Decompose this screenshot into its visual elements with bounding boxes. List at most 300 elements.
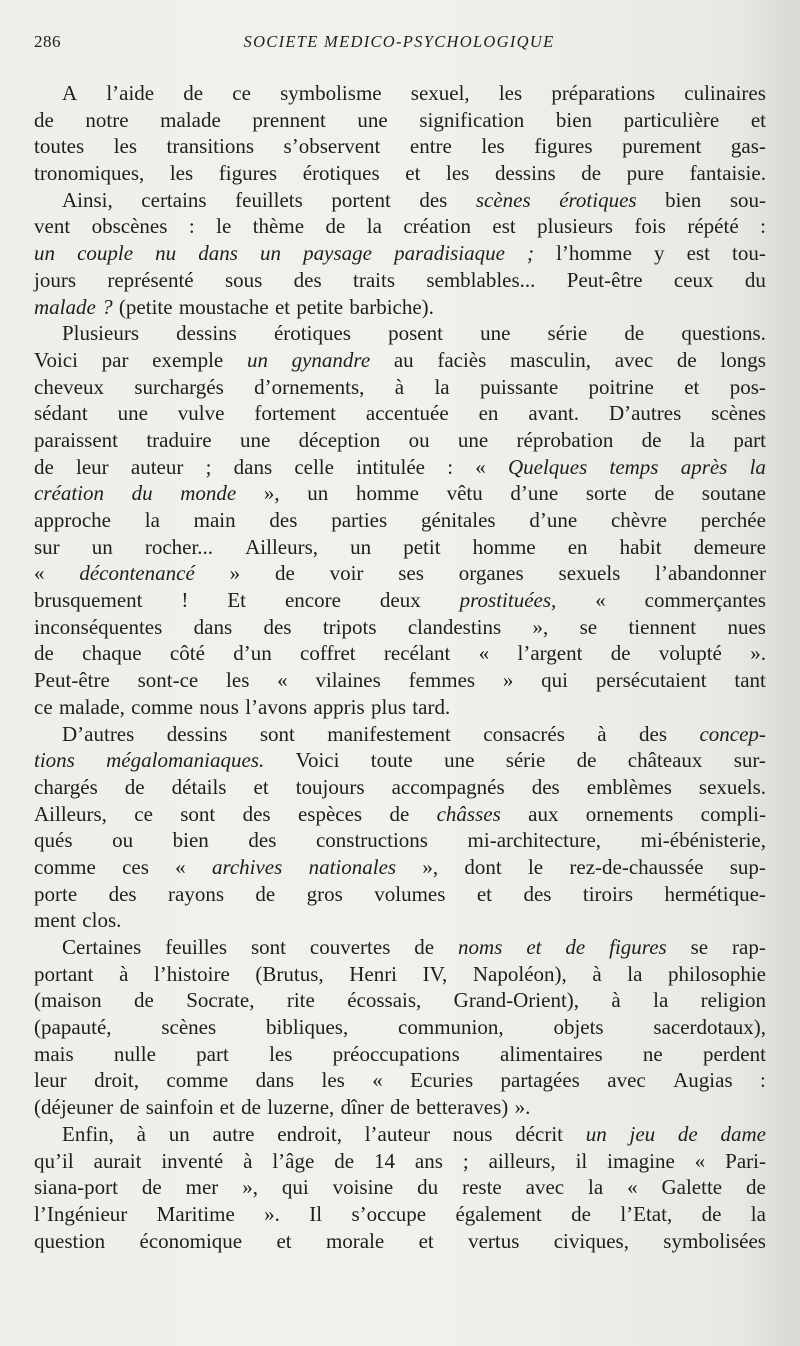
- word: sup-: [729, 854, 766, 879]
- word: feuilles: [165, 935, 228, 959]
- word: dans: [193, 614, 233, 639]
- word: de: [746, 1175, 766, 1200]
- word: ceux: [673, 267, 714, 292]
- word: :: [188, 214, 195, 239]
- word: du: [131, 481, 153, 506]
- word: des: [248, 828, 277, 853]
- text-line: [34, 480, 766, 507]
- word: entre: [409, 134, 452, 159]
- word: sont: [180, 801, 216, 826]
- word: tant: [734, 668, 766, 693]
- word: l’avons: [245, 694, 308, 719]
- word: à: [597, 721, 607, 746]
- word: purement: [622, 134, 702, 159]
- word: vent: [34, 214, 71, 239]
- word: compli-: [700, 801, 766, 826]
- word: chaque: [82, 641, 142, 666]
- word: Enfin,: [62, 1121, 114, 1146]
- word: dans: [233, 454, 273, 479]
- word: de: [576, 748, 597, 773]
- word: obscènes: [91, 214, 168, 239]
- word: paysage: [303, 241, 372, 266]
- word: questions.: [681, 321, 766, 346]
- word: paradisiaque: [394, 241, 505, 266]
- word: Ailleurs,: [245, 534, 319, 559]
- word: endroit,: [277, 1121, 342, 1146]
- word: chèvre: [610, 508, 667, 532]
- word: D’autres: [62, 721, 135, 746]
- word: une: [117, 401, 148, 426]
- word: (papauté,: [34, 1015, 112, 1040]
- word: un: [307, 481, 329, 506]
- word: de: [34, 641, 54, 666]
- word: création: [403, 214, 471, 239]
- word: tou-: [732, 241, 766, 266]
- word: «: [478, 641, 490, 666]
- word: D’autres: [608, 401, 682, 426]
- word: du: [417, 1175, 439, 1200]
- word: philosophie: [668, 961, 766, 986]
- word: (Brutus,: [255, 961, 324, 986]
- word: rez-de-chaussée: [569, 854, 704, 879]
- text-line: [34, 587, 766, 614]
- word: jours: [34, 267, 76, 292]
- word: semblables...: [426, 267, 536, 292]
- word: homme: [355, 481, 419, 506]
- word: volumes: [374, 881, 446, 906]
- word: »,: [422, 854, 439, 879]
- word: noms: [458, 935, 503, 959]
- word: »,: [532, 614, 549, 639]
- word: de: [241, 1095, 261, 1120]
- word: morale: [325, 1228, 385, 1253]
- word: toutes: [34, 134, 85, 159]
- word: mégalomaniaques.: [106, 748, 265, 773]
- word: et: [684, 374, 700, 399]
- word: couple: [77, 241, 134, 266]
- word: communion,: [398, 1015, 504, 1040]
- word: de: [389, 801, 410, 826]
- word: d’une: [529, 508, 578, 532]
- word: ».: [750, 641, 766, 666]
- text-line: [34, 400, 766, 427]
- word: temps: [609, 454, 659, 479]
- word: jeu: [629, 1121, 656, 1146]
- word: des: [419, 187, 448, 212]
- word: d’un: [233, 641, 272, 666]
- word: sexuels.: [698, 774, 766, 799]
- text-line: [34, 801, 766, 828]
- word: dans: [255, 1068, 295, 1093]
- word: de: [119, 1095, 140, 1120]
- word: un: [246, 347, 268, 372]
- word: prennent: [252, 107, 326, 132]
- text-line: [34, 560, 766, 587]
- word: rayons: [168, 881, 224, 906]
- word: Ecuries: [410, 1068, 474, 1093]
- word: feuillets: [235, 187, 303, 212]
- word: dessins: [166, 721, 228, 746]
- word: l’auteur: [364, 1121, 430, 1146]
- word: sont: [259, 721, 295, 746]
- word: scènes: [475, 187, 531, 212]
- word: A: [62, 81, 78, 105]
- word: répété: [687, 214, 739, 239]
- word: brusquement: [34, 588, 143, 613]
- word: Maritime: [156, 1201, 235, 1226]
- word: sainfoin: [145, 1095, 214, 1120]
- word: décontenancé: [79, 561, 195, 586]
- word: inconséquentes: [34, 614, 163, 639]
- word: imagine: [607, 1148, 675, 1173]
- word: main: [193, 508, 236, 532]
- word: de: [34, 454, 54, 479]
- word: »: [502, 668, 514, 693]
- word: de: [255, 881, 276, 906]
- word: traits: [353, 267, 396, 292]
- word: malade,: [58, 694, 125, 719]
- word: rocher...: [144, 534, 214, 559]
- word: question: [34, 1228, 106, 1253]
- word: culinaires: [684, 81, 766, 105]
- word: Il: [309, 1201, 323, 1226]
- word: habit: [619, 534, 662, 559]
- word: homme: [472, 534, 536, 559]
- word: s’occupe: [351, 1201, 427, 1226]
- word: l’histoire: [153, 961, 230, 986]
- text-line: [34, 1094, 766, 1121]
- text-line: [34, 213, 766, 240]
- word: toute: [370, 748, 413, 773]
- word: sédant: [34, 401, 88, 426]
- word: figures: [609, 935, 667, 959]
- word: comme: [131, 694, 193, 719]
- word: clandestins: [407, 614, 502, 639]
- word: représenté: [107, 267, 194, 292]
- word: emblèmes: [586, 774, 672, 799]
- word: autre: [212, 1121, 255, 1146]
- word: part: [196, 1041, 229, 1066]
- word: ce: [134, 801, 153, 826]
- word: à: [243, 1148, 253, 1173]
- word: et: [405, 161, 421, 186]
- word: un: [34, 241, 55, 266]
- word: sacerdotaux),: [653, 1015, 766, 1040]
- word: et: [219, 1095, 235, 1120]
- word: pos-: [729, 374, 766, 399]
- word: Ainsi,: [62, 187, 113, 212]
- word: bien: [665, 187, 702, 212]
- word: sur-: [733, 748, 766, 773]
- word: de: [325, 214, 346, 239]
- word: soutane: [701, 481, 766, 506]
- word: Peut-être: [566, 267, 643, 292]
- text-line: [34, 240, 766, 267]
- text-line: [34, 881, 766, 908]
- word: femmes: [408, 668, 476, 693]
- word: (déjeuner: [34, 1095, 114, 1120]
- word: de: [334, 1148, 355, 1173]
- word: perchée: [700, 508, 766, 532]
- word: ailleurs,: [488, 1148, 556, 1173]
- word: à: [136, 1121, 146, 1146]
- text-line: [34, 187, 766, 214]
- word: de: [141, 1175, 162, 1200]
- word: un: [585, 1121, 607, 1146]
- word: :: [760, 1068, 766, 1093]
- word: l’âge: [272, 1148, 315, 1173]
- word: sont: [250, 935, 286, 959]
- word: droit,: [94, 1068, 139, 1093]
- word: ou: [112, 828, 134, 853]
- word: qui: [281, 1175, 309, 1200]
- word: de: [565, 935, 586, 959]
- word: dîner: [340, 1095, 384, 1120]
- word: érotiques: [273, 321, 351, 346]
- word: des: [108, 881, 137, 906]
- word: l’Etat,: [620, 1201, 673, 1226]
- word: dans: [198, 241, 238, 266]
- word: Galette: [661, 1175, 723, 1200]
- word: notre: [85, 107, 129, 132]
- text-line: [34, 133, 766, 160]
- word: du: [744, 267, 766, 292]
- word: leur: [34, 1068, 67, 1093]
- word: mi-ébénisterie,: [640, 828, 766, 853]
- word: y: [654, 241, 665, 266]
- word: les: [226, 668, 250, 693]
- word: portent: [331, 187, 391, 212]
- word: «: [694, 1148, 706, 1173]
- word: Voici: [34, 347, 78, 372]
- word: qu’il: [34, 1148, 74, 1173]
- word: les: [321, 1068, 345, 1093]
- word: l’homme: [556, 241, 632, 266]
- word: thème: [252, 214, 305, 239]
- word: Grand-Orient),: [453, 988, 580, 1013]
- word: par: [101, 347, 129, 372]
- text-line: [34, 961, 766, 988]
- word: intitulée: [356, 454, 425, 479]
- word: est: [686, 241, 710, 266]
- word: l’Ingénieur: [34, 1201, 128, 1226]
- word: la: [749, 454, 766, 479]
- word: de: [183, 81, 204, 105]
- word: de: [677, 1121, 698, 1146]
- word: ;: [205, 454, 212, 479]
- word: réprobation: [516, 427, 614, 452]
- word: dame: [720, 1121, 766, 1146]
- word: ».: [514, 1095, 531, 1120]
- word: Certaines: [62, 935, 142, 959]
- word: la: [434, 374, 450, 399]
- text-line: [34, 267, 766, 294]
- word: de: [571, 1201, 591, 1226]
- word: à: [592, 961, 602, 986]
- word: des: [639, 721, 668, 746]
- word: petite: [296, 294, 344, 319]
- word: :: [760, 214, 766, 239]
- word: préoccupations: [332, 1041, 460, 1066]
- word: après: [680, 454, 728, 479]
- word: il: [575, 1148, 588, 1173]
- word: deux: [379, 588, 421, 613]
- word: IV,: [422, 961, 448, 986]
- word: clos.: [82, 908, 122, 933]
- word: signification: [419, 107, 525, 132]
- word: ;: [462, 1148, 469, 1173]
- text-line: [34, 854, 766, 881]
- word: alimentaires: [500, 1041, 603, 1066]
- text-line: [34, 1067, 766, 1094]
- text-line: [34, 694, 766, 721]
- text-line: [34, 1014, 766, 1041]
- word: de: [581, 161, 602, 186]
- word: détails: [171, 774, 227, 799]
- word: porte: [34, 881, 78, 906]
- word: de: [654, 481, 675, 506]
- word: religion: [700, 988, 766, 1013]
- word: faciès: [437, 347, 487, 372]
- word: objets: [553, 1015, 604, 1040]
- word: d’ornements,: [254, 374, 365, 399]
- text-line: [34, 507, 766, 534]
- word: tiroirs: [582, 881, 634, 906]
- word: organes: [458, 561, 524, 586]
- word: sous: [224, 267, 263, 292]
- word: persécutaient: [595, 668, 707, 693]
- running-title: SOCIETE MEDICO-PSYCHOLOGIQUE: [243, 32, 555, 51]
- word: part: [733, 427, 766, 452]
- word: couvertes: [309, 935, 391, 959]
- word: «: [627, 1175, 638, 1200]
- word: scènes: [711, 401, 766, 426]
- word: plus: [370, 694, 406, 719]
- word: tronomiques,: [34, 161, 145, 186]
- word: la: [144, 508, 160, 532]
- word: constructions: [315, 828, 428, 853]
- word: nulle: [113, 1041, 156, 1066]
- word: perdent: [702, 1041, 766, 1066]
- word: sur: [34, 534, 60, 559]
- word: des: [263, 614, 292, 639]
- word: malade: [160, 107, 221, 132]
- word: consacrés: [483, 721, 565, 746]
- word: portant: [34, 961, 94, 986]
- word: «: [34, 561, 45, 586]
- word: la: [627, 961, 643, 986]
- word: à: [119, 961, 129, 986]
- word: certains: [141, 187, 207, 212]
- word: est: [492, 214, 516, 239]
- word: châteaux: [627, 748, 703, 773]
- word: et: [253, 774, 269, 799]
- word: une: [480, 321, 511, 346]
- word: sont-ce: [137, 668, 199, 693]
- word: la: [653, 988, 669, 1013]
- word: paraissent: [34, 427, 118, 452]
- word: et: [274, 294, 291, 319]
- word: sou-: [729, 187, 766, 212]
- text-line: [34, 320, 766, 347]
- word: exemple: [152, 347, 224, 372]
- word: bibliques,: [265, 1015, 349, 1040]
- word: nous: [452, 1121, 493, 1146]
- word: pure: [626, 161, 664, 186]
- word: à: [394, 374, 405, 399]
- word: fois: [634, 214, 666, 239]
- text-line: [34, 160, 766, 187]
- word: avec: [614, 347, 654, 372]
- text-line: [34, 907, 766, 934]
- word: à: [611, 988, 621, 1013]
- word: ou: [408, 427, 430, 452]
- word: qui: [541, 668, 569, 693]
- word: gas-: [730, 134, 766, 159]
- word: et: [476, 881, 493, 906]
- word: :: [447, 454, 454, 479]
- word: monde: [180, 481, 237, 506]
- word: Henri: [349, 961, 398, 986]
- word: Pari-: [725, 1148, 766, 1173]
- word: Peut-être: [34, 668, 110, 693]
- word: voisine: [332, 1175, 394, 1200]
- word: «: [277, 668, 288, 693]
- word: ce: [232, 81, 251, 105]
- word: des: [242, 801, 271, 826]
- word: scènes: [161, 1015, 217, 1040]
- word: appris: [313, 694, 365, 719]
- word: qués: [34, 828, 73, 853]
- word: en: [478, 401, 499, 426]
- word: ?: [102, 294, 113, 319]
- word: décrit: [515, 1121, 563, 1146]
- word: un: [168, 1121, 190, 1146]
- word: accentuée: [365, 401, 449, 426]
- word: en: [567, 534, 588, 559]
- word: les: [481, 134, 505, 159]
- word: tions: [34, 748, 75, 773]
- word: Et: [227, 588, 247, 613]
- word: de: [641, 427, 662, 452]
- word: symbolisme: [280, 81, 382, 105]
- word: vilaines: [315, 668, 381, 693]
- word: reste: [462, 1175, 502, 1200]
- word: »: [229, 561, 241, 586]
- word: luzerne,: [267, 1095, 335, 1120]
- word: de: [676, 347, 697, 372]
- word: longs: [720, 347, 766, 372]
- word: le: [216, 214, 232, 239]
- word: création: [34, 481, 104, 506]
- word: espèces: [297, 801, 363, 826]
- word: ».: [264, 1201, 280, 1226]
- word: les: [446, 161, 470, 186]
- word: préparations: [551, 81, 656, 105]
- word: commerçantes: [644, 588, 766, 613]
- word: ;: [527, 241, 534, 266]
- word: une: [457, 427, 489, 452]
- word: de: [274, 561, 295, 586]
- word: symbolisées: [663, 1228, 766, 1253]
- word: auteur: [130, 454, 184, 479]
- word: au: [393, 347, 414, 372]
- text-line: [34, 747, 766, 774]
- word: «: [595, 588, 606, 613]
- word: voir: [329, 561, 364, 586]
- word: puissante: [479, 374, 559, 399]
- word: la: [588, 1175, 604, 1200]
